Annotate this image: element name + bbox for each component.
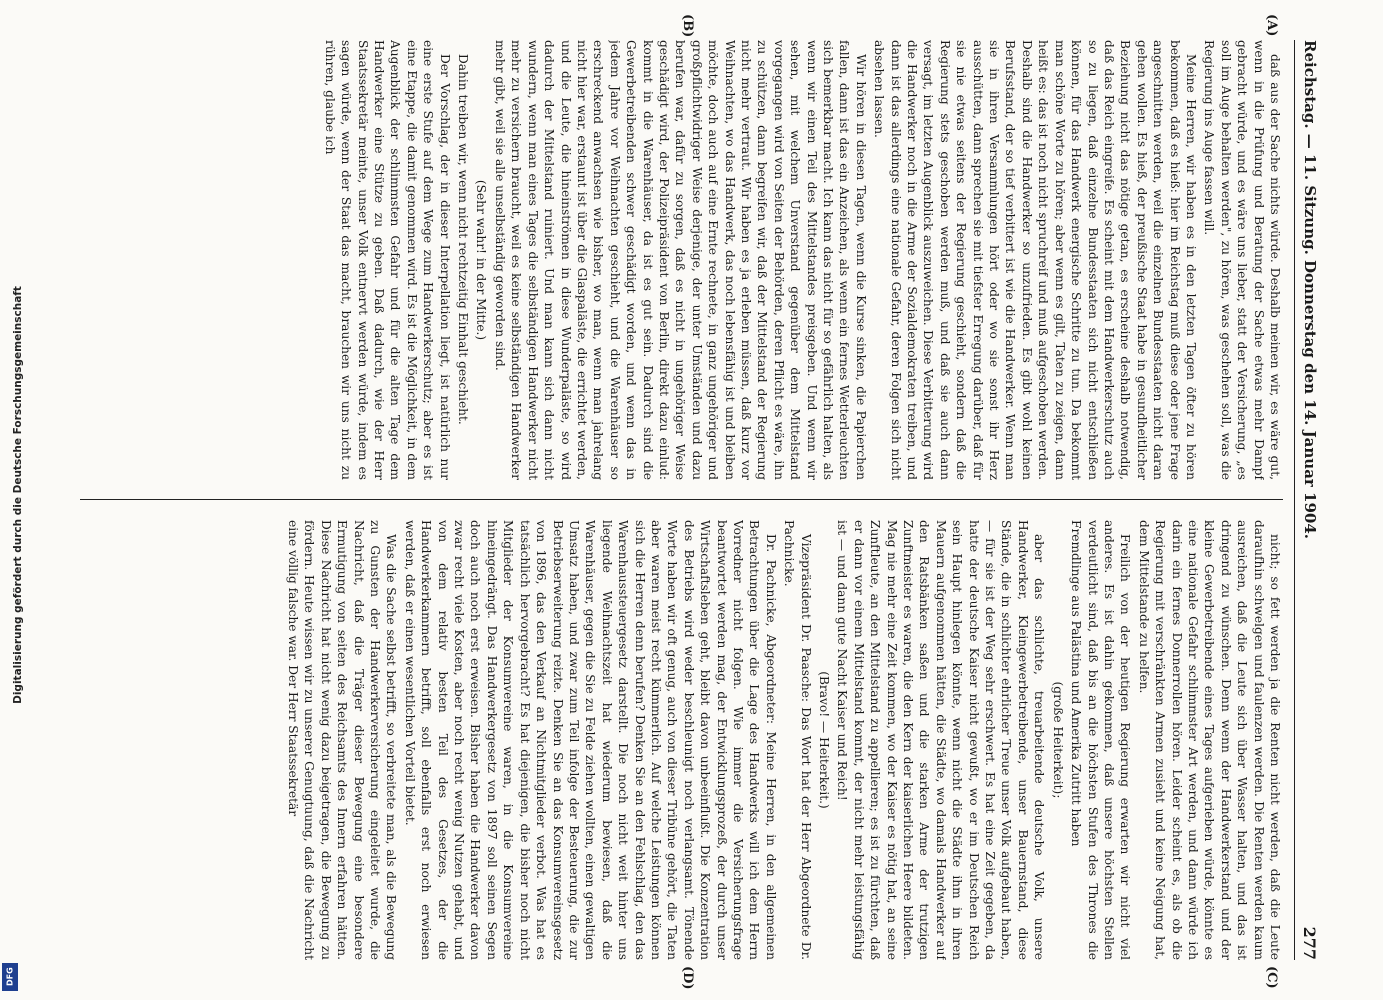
paragraph: aber das schlichte, treuarbeitende deutsche Volk, unsere Handwerker, Kleingewerbetreibende, unser Bauernstand, diese Stände, die in schlichter ehrlicher Treue unser Volk aufgebaut haben, — für sie ist der Weg sehr erschwert. Es hat eine Zeit gegeben, da hatte der deutsche Kaiser nicht gewußt, wo er im Deutschen Reich sein Haupt hinlegen könnte, wenn nicht die Städte ihm in ihren Mauern aufgenommen hätten, die Städte, wo damals Handwerker auf den Ratsbänken saßen und die starken Arme der trutzigen Zunftmeister es waren, die den Kern der kaiserlichen Heere bildeten. Mag nie mehr eine Zeit kommen, wo der Kaiser es nötig hat, an seine Zunftleute, an den Mittelstand zu appellieren; es ist zu fürchten, daß er dann vor einem Mittelstand kommt, der nicht mehr leistungsfähig ist — und dann gute Nacht Kaiser und Reich! [835,520,1047,960]
margin-marker-d: (D) [680,966,695,990]
paragraph: Wir hören in diesen Tagen, wenn die Kurse sinken, die Papierchen fallen, dann ist das ein Anzeichen, als wenn ein fernes Wetterleuchten sich bemerkbar macht. Ich kann das nicht für so gefährlich halten, als wenn wir einen Teil des Mittelstandes preisgeben. Und wenn wir sehen, mit welchem Unverstand gegenüber dem Mittelstand vorgegangen wird von Seiten der Behörden, deren Pflicht es wäre, ihn zu schützen, dann begreifen wir, daß der Mittelstand der Regierung nicht mehr vertraut. Wir haben es ja erleben müssen, daß kurz vor Weihnachten, wo das Handwerk, das noch lebensfähig ist und bleiben möchte, doch auch auf eine Ernte rechnete, in ganz ungehöriger und großpflichtwidriger Weise derjenige, der unter Umständen und dazu berufen war, dafür zu sorgen, daß es nicht in ungehöriger Weise geschädigt wird, der Polizeipräsident von Berlin, direkt dazu einlud: kommt in die Warenhäuser, da ist es gut sein. Dadurch sind die Gewerbetreibenden schwer geschädigt worden, und wenn das in jedem Jahre vor Weihnachten geschieht, und die Warenhäuser so erschreckend anwachsen wie bisher, wo man, wenn man jahrelang nicht hier war, erstaunt ist über die Glaspaläste, die errichtet werden, und die Leute, die hineinströmen in diese Wunderpaläste, so wird dadurch der Mittelstand ruiniert. Und man kann sich dann nicht wundern, wenn man eines Tages die selbständigen Handwerker nicht mehr zu versichern braucht, weil es keine selbständigen Handwerker mehr gibt, weil sie alle unselbständig geworden sind. [492,40,868,480]
dfg-logo: DFG [2,963,18,991]
paragraph: Freilich von der heutigen Regierung erwarten wir nicht viel anderes. Es ist dahin gekommen, daß unsere höchsten Stellen verdeutlicht sind, daß bis an die höchsten Stufen des Thrones die Fremdlinge aus Palästina und Amerika Zutritt haben [1069,520,1133,960]
text-column-left [80,40,1283,480]
margin-marker-b: (B) [680,14,695,38]
paragraph: (Sehr wahr! in der Mitte.) [474,179,489,341]
paragraph: Dahin treiben wir, wenn nicht rechtzeitig Einhalt geschieht. [456,54,471,425]
margin-marker-c: (C) [1264,966,1279,989]
paragraph: Was die Sache selbst betrifft, so verbreitete man, als die Bewegung zu Gunsten der Handwerkerversicherung eingeleitet wurde, die Nachricht, daß die Träger dieser Bewegung eine besondere Ermutigung von seiten des Reichsamts des Innern erfahren hätten. Diese Nachricht hat nicht wenig dazu beigetragen, die Bewegung zu fördern. Heute wissen wir zu unserer Genugtuung, daß die Nachricht eine völlig falsche war. Der Herr Staatssekretär [286,520,399,960]
paragraph: Meine Herren, wir haben es in den letzten Tagen öfter zu hören bekommen, daß es hieß: hier im Reichstag muß diese oder jene Frage angeschnitten werden, weil die einzelnen Bundesstaaten nicht daran gehen wollen. Es hieß, der preußische Staat habe in gesundheitlicher Beziehung nicht das nötige getan, es erscheine deshalb notwendig, daß das Reich eingreife. Es scheint mit dem Handwerkerschutz auch so zu liegen, daß einzelne Bundesstaaten sich nicht entschließen können, für das Handwerk energische Schritte zu tun. Da bekommt man schöne Worte zu hören; aber wenn es gilt, Taten zu zeigen, dann heißt es: das ist noch nicht spruchreif und muß aufgeschoben werden. Deshalb sind die Handwerker so unzufrieden. Es gibt wohl keinen Berufsstand, der so tief verbittert ist wie die Handwerker. Wenn man sie in ihren Versammlungen hört oder wo sie sonst ihr Herz ausschütten, dann sprechen sie mit tiefster Erregung darüber, daß für sie nie etwas seitens der Regierung geschieht, sondern daß die Regierung stets geschoben werden muß, und daß sie auch dann versagt, im letzten Augenblick auszuweichen. Diese Verbitterung wird die Handwerker noch in die Arme der Sozialdemokraten treiben, und dann ist das allerdings eine nationale Gefahr, deren Folgen sich nicht absehen lassen. [872,40,1198,480]
page-number: 277 [1300,926,1319,960]
credit-text: Digitalisierung gefördert durch die Deutsche Forschungsgemeinschaft [12,286,24,704]
text-column-right [80,520,1283,960]
running-head: Reichstag. — 11. Sitzung. Donnerstag den 14. Januar 1904. [1301,40,1319,540]
page-header [1294,40,1321,960]
paragraph: (große Heiterkeit); [1050,681,1065,799]
paragraph: nicht; so fett werden ja die Renten nicht werden, daß die Leute daraufhin schwelgen und faulenzen werden. Die Renten werden kaum ausreichen, daß die Leute sich über Wasser halten, und das ist dringend zu wünschen. Denn wenn der Handwerkerstand und der kleine Gewerbetreibende eines Tages aufgerieben würde, könnte es eine nationale Gefahr schlimmster Art werden, und dann würde ich darin ein fernes Donnerrollen hören. Leider scheint es, als ob die Regierung mit verschränkten Armen zusieht und keine Neigung hat, dem Mittelstande zu helfen. [1136,520,1282,960]
document-page [60,0,1335,1000]
margin-marker-a: (A) [1264,14,1279,37]
paragraph: Vizepräsident Dr. Paasche: Das Wort hat der Herr Abgeordnete Dr. Pachnicke. [782,520,813,960]
paragraph: (Bravo! — Heiterkeit.) [817,671,832,809]
column-divider [80,499,1283,500]
paragraph: Der Vorschlag, der in dieser Interpellation liegt, ist natürlich nur eine erste Stufe auf dem Wege zum Handwerkerschutz; aber es ist eine Etappe, die damit genommen wird. Es ist die Möglichkeit, in dem Augenblick der schlimmsten Gefahr und für die alten Tage dem Handwerker eine Stütze zu geben. Daß dadurch, wie der Herr Staatssekretär meinte, unser Volk entnervt werden würde, indem es sagen würde, wenn der Staat das macht, brauchen wir uns nicht zu rühren, glaube ich [322,40,452,480]
paragraph: daß aus der Sache nichts würde. Deshalb meinen wir, es wäre gut, wenn in die Prüfung und Beratung der Sache etwas mehr Dampf gebracht würde, und es wäre uns lieber, statt der Versicherung, „es soll im Auge behalten werden", zu hören, was geschehen soll, was die Regierung ins Auge fassen will. [1202,40,1282,480]
digitization-credit [0,0,40,1000]
paragraph: Dr. Pachnicke, Abgeordneter: Meine Herren, in den allgemeinen Betrachtungen über die Lage des Handwerks will ich dem Herrn Vorredner nicht folgen. Wie immer die Versicherungsfrage beantwortet werden mag, der Entwicklungsprozeß, der durch unser Wirtschaftsleben geht, bleibt davon unbeeinflußt. Die Konzentration des Betriebs wird weder beschleunigt noch verlangsamt. Tönende Worte haben wir oft genug, auch von dieser Tribüne gehört, die Taten aber waren meist recht kümmerlich. Auf welche Leistungen können sich die Herren denn berufen? Denken Sie an den Fehlschlag, den das Warenhaussteuergesetz darstellt. Die noch nicht weit hinter uns liegende Weihnachtszeit hat wiederum bewiesen, daß die Warenhäuser, gegen die Sie zu Felde ziehen wollten, einen gewaltigen Umsatz haben, und zwar zum Teil infolge der Besteuerung, die zur Betriebserweiterung reizte. Denken Sie an das Konsumvereinsgesetz von 1896, das den Verkauf an Nichtmitglieder verbot. Was hat es tatsächlich hervorgebracht? Es hat diejenigen, die bisher noch nicht Mitglieder der Konsumvereine waren, in die Konsumvereine hineingedrängt. Das Handwerkergesetz von 1897 soll seinen Segen doch auch noch erst erweisen. Bisher haben die Handwerker davon zwar recht viele Kosten, aber noch recht wenig Nutzen gehabt, und von dem relativ besten Teil des Gesetzes, der die Handwerkerkammern betrifft, soll ebenfalls erst noch erwiesen werden, daß er einen wesentlichen Vorteil bietet. [402,520,778,960]
